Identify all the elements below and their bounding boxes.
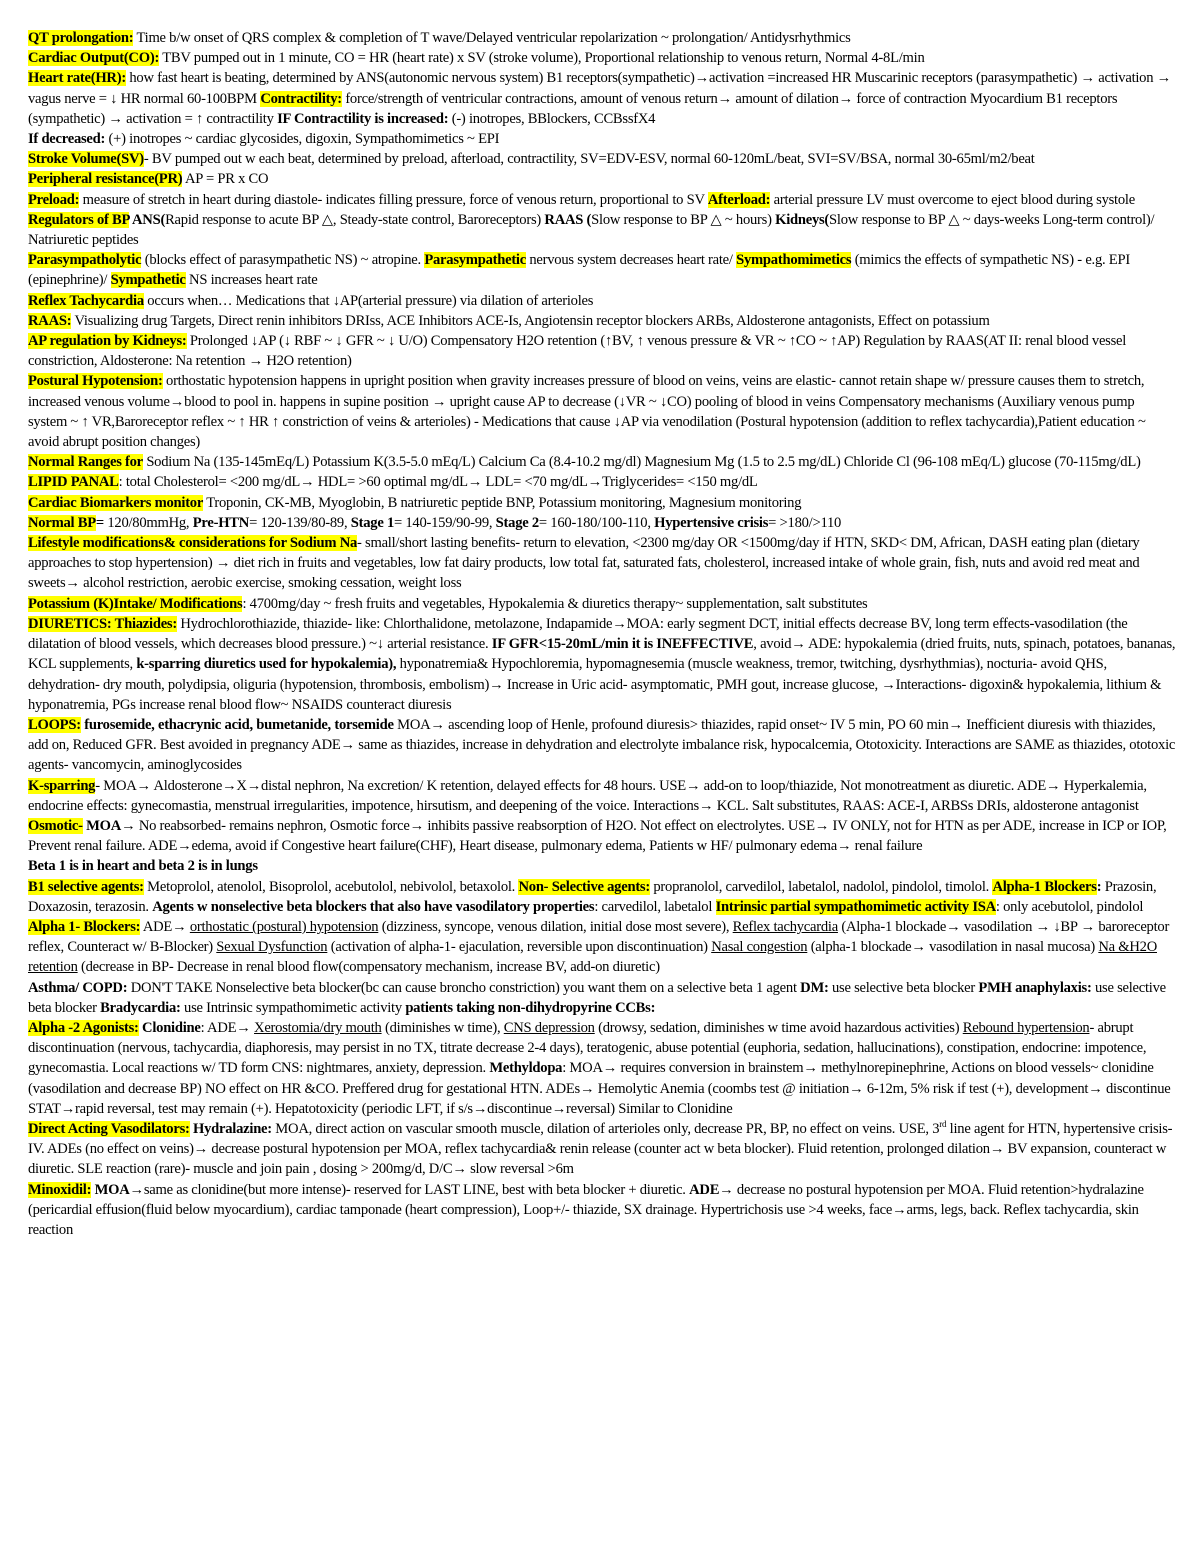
bold-term: : — [1096, 878, 1102, 895]
underlined-term: Rebound hypertension — [962, 1019, 1090, 1036]
bold-term: Stage 2 — [495, 514, 539, 531]
highlighted-term: Parasympatholytic — [28, 252, 142, 269]
note-text: TBV pumped out in 1 minute, CO = HR (heart rate) x SV (stroke volume), Proportional relationship to venous return, Normal 4-8L/min — [159, 50, 925, 67]
note-text: DON'T TAKE Nonselective beta blocker(bc can cause broncho constriction) you want them on a selective beta 1 agent — [127, 979, 801, 996]
underlined-term: Na &H2O retention — [28, 939, 1157, 976]
highlighted-term: Heart rate(HR): — [28, 70, 126, 87]
bold-term: RAAS ( — [544, 211, 592, 228]
note-text: (dizziness, syncope, venous dilation, initial dose most severe), — [378, 918, 733, 935]
note-paragraph — [28, 129, 1176, 149]
highlighted-term: LIPID PANAL — [28, 474, 119, 491]
bold-term: Methyldopa — [489, 1060, 563, 1077]
note-text: NS increases heart rate — [185, 272, 318, 289]
note-text: (decrease in BP- Decrease in renal blood flow(compensatory mechanism, increase BV, add-on diuretic) — [77, 959, 660, 976]
highlighted-term: Peripheral resistance(PR) — [28, 171, 183, 188]
note-text: →same as clonidine(but more intense)- reserved for LAST LINE, best with beta blocker + diuretic. — [129, 1181, 690, 1198]
note-paragraph — [28, 250, 1176, 290]
note-text: how fast heart is beating, determined by ANS(autonomic nervous system) B1 receptors(sympathetic)→activation =increased HR Muscarinic receptors (parasympathetic) → activation → vagus nerve = ↓ HR normal 60-100BPM — [28, 70, 1172, 107]
bold-term: ANS( — [129, 211, 166, 228]
highlighted-term: Preload: — [28, 191, 80, 208]
highlighted-term: Cardiac Biomarkers monitor — [28, 494, 204, 511]
note-text: = 160-180/100-110, — [538, 514, 655, 531]
note-text: MOA→ ascending loop of Henle, profound diuresis> thiazides, rapid onset~ IV 5 min, PO 60 min→ Inefficient diuresis with thiazides, add on, Reduced GFR. Best avoided in pregnancy ADE→ same as thiazides, increase in dehydration and electrolyte imbalance risk, hypocalcemia, Ototoxicity. Interactions are SAME as thiazides, ototoxic agents- vancomycin, aminoglycosides — [28, 716, 1176, 774]
bold-term: = — [95, 514, 104, 531]
highlighted-term: AP regulation by Kidneys: — [28, 333, 187, 350]
note-paragraph — [28, 169, 1176, 189]
note-text: occurs when… Medications that ↓AP(arterial pressure) via dilation of arterioles — [143, 292, 594, 309]
note-text: : total Cholesterol= <200 mg/dL→ HDL= >60 optimal mg/dL→ LDL= <70 mg/dL→Triglycerides= <150 mg/dL — [118, 474, 758, 491]
underlined-term: Reflex tachycardia — [732, 918, 838, 935]
bold-term: Stage 1 — [350, 514, 394, 531]
study-notes-document — [28, 28, 1176, 1240]
bold-term: IF GFR<15-20mL/min it is INEFFECTIVE — [491, 636, 754, 653]
note-text: = 120-139/80-89, — [249, 514, 351, 531]
highlighted-term: DIURETICS: Thiazides: — [28, 615, 177, 632]
highlighted-term: Alpha 1- Blockers: — [28, 918, 141, 935]
note-text: Slow response to BP △ ~ hours) — [591, 211, 776, 228]
note-paragraph — [28, 816, 1176, 856]
note-paragraph — [28, 594, 1176, 614]
note-text: : ADE→ — [200, 1019, 255, 1036]
bold-term: ADE — [689, 1181, 720, 1198]
highlighted-term: Sympathetic — [110, 272, 186, 289]
note-text: (diminishes w time), — [381, 1019, 504, 1036]
note-text: (activation of alpha-1- ejaculation, reversible upon discontinuation) — [327, 939, 712, 956]
note-paragraph — [28, 331, 1176, 371]
note-text: use selective beta blocker — [828, 979, 979, 996]
note-text: Troponin, CK-MB, Myoglobin, B natriuretic peptide BNP, Potassium monitoring, Magnesium monitoring — [203, 494, 802, 511]
note-paragraph — [28, 68, 1176, 129]
note-text: - BV pumped out w each beat, determined by preload, afterload, contractility, SV=EDV-ESV, normal 60-120mL/beat, SVI=SV/BSA, normal 30-65ml/m2/beat — [143, 151, 1035, 168]
underlined-term: orthostatic (postural) hypotension — [189, 918, 379, 935]
note-text: propranolol, carvedilol, labetalol, nadolol, pindolol, timolol. — [649, 878, 993, 895]
note-paragraph — [28, 978, 1176, 1018]
highlighted-term: Minoxidil: — [28, 1181, 92, 1198]
note-text: : 4700mg/day ~ fresh fruits and vegetables, Hypokalemia & diuretics therapy~ supplementation, salt substitutes — [242, 595, 868, 612]
note-paragraph — [28, 1119, 1176, 1180]
note-paragraph — [28, 452, 1176, 492]
note-text: (blocks effect of parasympathetic NS) ~ atropine. — [141, 252, 425, 269]
highlighted-term: Lifestyle modifications& considerations for Sodium Na — [28, 535, 358, 552]
note-paragraph — [28, 776, 1176, 816]
highlighted-term: Alpha-1 Blockers — [992, 878, 1097, 895]
note-text: use Intrinsic sympathomimetic activity — [180, 999, 406, 1016]
bold-term: k-sparring diuretics used for hypokalemia), — [136, 656, 397, 673]
highlighted-term: K-sparring — [28, 777, 96, 794]
note-text: ADE→ — [140, 918, 190, 935]
highlighted-term: Normal BP — [28, 514, 96, 531]
note-text: Rapid response to acute BP △, Steady-state control, Baroreceptors) — [165, 211, 545, 228]
note-paragraph — [28, 291, 1176, 311]
bold-term: Hypertensive crisis — [654, 514, 769, 531]
highlighted-term: Direct Acting Vasodilators: — [28, 1120, 190, 1137]
highlighted-term: Sympathomimetics — [736, 252, 852, 269]
note-text: MOA, direct action on vascular smooth muscle, dilation of arterioles only, decrease PR, BP, no effect on veins. USE, 3 — [271, 1120, 940, 1137]
note-text: Prolonged ↓AP (↓ RBF ~ ↓ GFR ~ ↓ U/O) Compensatory H2O retention (↑BV, ↑ venous pressure & VR ~ ↑CO ~ ↑AP) Regulation by RAAS(AT II: renal blood vessel constriction, Aldosterone: Na retention → H2O retention) — [28, 333, 1127, 370]
note-paragraph — [28, 856, 1176, 876]
bold-term: Bradycardia: — [100, 999, 181, 1016]
bold-term: Pre-HTN — [192, 514, 250, 531]
note-paragraph — [28, 1180, 1176, 1241]
note-text: nervous system decreases heart rate/ — [525, 252, 737, 269]
note-paragraph — [28, 311, 1176, 331]
note-text: = >180/>110 — [768, 514, 842, 531]
underlined-term: Nasal congestion — [711, 939, 808, 956]
bold-term: Beta 1 is in heart and beta 2 is in lungs — [28, 858, 258, 875]
note-paragraph — [28, 533, 1176, 594]
note-text: arterial pressure LV must overcome to eject blood during systole — [770, 191, 1135, 208]
underlined-term: Xerostomia/dry mouth — [254, 1019, 382, 1036]
note-text: Metoprolol, atenolol, Bisoprolol, acebutolol, nebivolol, betaxolol. — [143, 878, 519, 895]
bold-term: MOA — [82, 817, 122, 834]
bold-term: furosemide, ethacrynic acid, bumetanide, torsemide — [80, 716, 394, 733]
bold-term: MOA — [91, 1181, 130, 1198]
bold-term: patients taking non-dihydropyrine CCBs: — [405, 999, 656, 1016]
note-text: → decrease no postural hypotension per MOA. Fluid retention>hydralazine (pericardial effusion(fluid below myocardium), cardiac tamponade (heart compression), Loop+/- thiazide, SX drainage. Hypertrichosis use >4 weeks, face→arms, legs, back. Reflex tachycardia, skin reaction — [28, 1181, 1144, 1238]
note-text: Slow response to BP △ ~ days-weeks Long-term control)/ Natriuretic peptides — [28, 211, 1155, 249]
note-text: → No reabsorbed- remains nephron, Osmotic force→ inhibits passive reabsorption of H2O. Not effect on electrolytes. USE→ IV ONLY, not for HTN as per ADE, increase in ICP or IOP, Prevent renal failure. ADE→edema, avoid if Congestive heart failure(CHF), Heart disease, pulmonary edema, Patients w HF/ pulmonary edema→ renal failure — [28, 817, 1167, 855]
highlighted-term: Normal Ranges for — [28, 454, 143, 471]
note-text: force/strength of ventricular contractions, amount of venous return→ amount of dilation→ force of contraction Myocardium B1 receptors (sympathetic) → activation = ↑ contractility — [28, 90, 1118, 127]
highlighted-term: Postural Hypotension: — [28, 373, 163, 390]
note-text: hyponatremia& Hypochloremia, hypomagnesemia (muscle weakness, tremor, twitching, dysrhythmias), nocturia- avoid QHS, dehydration- dry mouth, polydipsia, oliguria (hypotension, thrombosis, embolism)→ Increase in Uric acid- asymptomatic, PMH gout, increase glucose, →Interactions- digoxin& hypokalemia, lithium & hyponatremia, PGs increase renal blood flow~ NSAIDS counteract diuresis — [28, 656, 1162, 713]
note-text: , avoid→ ADE: hypokalemia (dried fruits, nuts, spinach, potatoes, bananas, KCL supplements, — [28, 636, 1176, 673]
highlighted-term: Alpha -2 Agonists: — [28, 1019, 139, 1036]
underlined-term: CNS depression — [503, 1019, 595, 1036]
note-text: Hydrochlorothiazide, thiazide- like: Chlorthalidone, metolazone, Indapamide→MOA: early segment DCT, initial effects decrease BV, long term effects-vasodilation (the dilatation of blood vessels, which decreases blood pressure.) ~↓ arterial resistance. — [28, 615, 1128, 653]
note-paragraph — [28, 493, 1176, 513]
note-text: : only acebutolol, pindolol — [995, 898, 1144, 915]
note-text: Visualizing drug Targets, Direct renin inhibitors DRIss, ACE Inhibitors ACE-Is, Angiotensin receptor blockers ARBs, Aldosterone antagonists, Effect on potassium — [71, 312, 990, 329]
highlighted-term: Reflex Tachycardia — [28, 292, 144, 309]
bold-term: Clonidine — [138, 1019, 201, 1036]
note-text: Time b/w onset of QRS complex & completion of T wave/Delayed ventricular repolarization ~ prolongation/ Antidysrhythmics — [133, 30, 851, 46]
note-text: : MOA→ requires conversion in brainstem→ methylnorepinephrine, Actions on blood vessels~ clonidine (vasodilation and decrease BP) NO effect on HR &CO. Preffered drug for gestational HTN. ADEs→ Hemolytic Anemia (coombs test @ initiation→ 6-12m, 5% risk if test (+), development→ discontinue STAT→rapid reversal, test may remain (+). Hepatotoxicity (periodic LFT, if s/s→discontinue→reversal) Similar to Clonidine — [28, 1060, 1171, 1117]
highlighted-term: Stroke Volume(SV) — [28, 151, 144, 168]
note-paragraph — [28, 149, 1176, 169]
note-paragraph — [28, 28, 1176, 48]
bold-term: If decreased: — [28, 131, 106, 148]
note-text: : carvedilol, labetalol — [594, 898, 716, 915]
note-text: orthostatic hypotension happens in upright position when gravity increases pressure of blood on veins, veins are elastic- cannot retain shape w/ pressure causes them to stretch, increased venous volume→blood to pool in. happens in supine position → upright cause AP to decrease (↓VR ~ ↓CO) pooling of blood in veins Compensatory mechanisms (Auxiliary venous pump system ~ ↑ VR,Baroreceptor reflex ~ ↑ HR ↑ constriction of veins & arterioles) - Medications that cause ↓AP via venodilation (Postural hypotension (addition to reflex tachycardia),Patient education ~ avoid abrupt position changes) — [28, 373, 1146, 451]
highlighted-term: LOOPS: — [28, 716, 81, 733]
note-text: - MOA→ Aldosterone→X→distal nephron, Na excretion/ K retention, delayed effects for 48 hours. USE→ add-on to loop/thiazide, Not monotreatment as diuretic. ADE→ Hyperkalemia, endocrine effects: gynecomastia, menstrual irregularities, impotence, hirsutism, and deepening of the voice. Interactions→ KCL. Salt substitutes, RAAS: ACE-I, ARBSs DRIs, aldosterone antagonist — [28, 777, 1147, 814]
superscript: rd — [939, 1119, 947, 1130]
bold-term: Kidneys( — [775, 211, 830, 228]
underlined-term: Sexual Dysfunction — [216, 939, 328, 956]
highlighted-term: Potassium (K)Intake/ Modifications — [28, 595, 243, 612]
bold-term: Hydralazine: — [189, 1120, 272, 1137]
highlighted-term: QT prolongation: — [28, 30, 134, 46]
note-paragraph — [28, 715, 1176, 776]
bold-term: Asthma/ COPD: — [28, 979, 128, 996]
note-text: Sodium Na (135-145mEq/L) Potassium K(3.5-5.0 mEq/L) Calcium Ca (8.4-10.2 mg/dl) Magnesium Mg (1.5 to 2.5 mg/dL) Chloride Cl (96-108 mEq/L) glucose (70-115mg/dL) — [142, 454, 1141, 471]
highlighted-term: Contractility: — [260, 90, 342, 107]
note-paragraph — [28, 513, 1176, 533]
note-paragraph — [28, 371, 1176, 452]
highlighted-term: B1 selective agents: — [28, 878, 144, 895]
note-text: - abrupt discontinuation (nervous, tachycardia, diaphoresis, may persist in no TX, titrate decrease 2-4 days), teratogenic, abuse potential (euphoria, sedation, hallucinations), constipation, endocrine: impotence, gynecomastia. Local reactions w/ TD form CNS: nightmares, anxiety, depression. — [28, 1019, 1147, 1077]
note-text: = 140-159/90-99, — [394, 514, 496, 531]
note-text: measure of stretch in heart during diastole- indicates filling pressure, force of venous return, proportional to SV — [79, 191, 708, 208]
highlighted-term: Cardiac Output(CO): — [28, 50, 160, 67]
note-text: AP = PR x CO — [182, 171, 269, 188]
note-paragraph — [28, 1018, 1176, 1119]
highlighted-term: Parasympathetic — [424, 252, 526, 269]
bold-term: PMH anaphylaxis: — [978, 979, 1092, 996]
note-paragraph — [28, 917, 1176, 978]
note-paragraph — [28, 877, 1176, 917]
note-text: 120/80mmHg, — [103, 514, 193, 531]
note-paragraph — [28, 210, 1176, 250]
bold-term: DM: — [800, 979, 829, 996]
highlighted-term: Osmotic- — [28, 817, 83, 834]
note-text: - small/short lasting benefits- return to elevation, <2300 mg/day OR <1500mg/day if HTN, SKD< DM, African, DASH eating plan (dietary approaches to stop hypertension) → diet rich in fruits and vegetables, low fat dairy products, low total fat, saturated fats, cholesterol, increased intake of whole grain, fish, nuts and avoid red meat and sweets→ alcohol restriction, aerobic exercise, smoking cessation, weight loss — [28, 535, 1140, 592]
note-text: use selective beta blocker — [28, 979, 1166, 1016]
note-text: (mimics the effects of sympathetic NS) - e.g. EPI (epinephrine)/ — [28, 252, 1130, 289]
note-text: (Alpha-1 blockade→ vasodilation → ↓BP → baroreceptor reflex, Counteract w/ B-Blocker) — [28, 918, 1170, 956]
bold-term: IF Contractility is increased: — [277, 110, 449, 127]
note-text: (-) inotropes, BBlockers, CCBssfX4 — [448, 110, 656, 127]
highlighted-term: Afterload: — [707, 191, 771, 208]
note-text: line agent for HTN, hypertensive crisis- IV. ADEs (no effect on veins)→ decrease postural hypotension per MOA, reflex tachycardia& renin release (counter act w beta blocker). Fluid retention, prolonged dilation→ BV expansion, counteract w diuretic. SLE reaction (rare)- muscle and join pain , dosing > 200mg/d, D/C→ slow reversal >6m — [28, 1120, 1173, 1178]
highlighted-term: Non- Selective agents: — [518, 878, 650, 895]
note-text: (alpha-1 blockade→ vasodilation in nasal mucosa) — [807, 939, 1099, 956]
note-text: Prazosin, Doxazosin, terazosin. — [28, 878, 1157, 915]
note-paragraph — [28, 48, 1176, 68]
note-paragraph — [28, 614, 1176, 715]
highlighted-term: Intrinsic partial sympathomimetic activity ISA — [715, 898, 996, 915]
note-text: (drowsy, sedation, diminishes w time avoid hazardous activities) — [594, 1019, 963, 1036]
note-text: (+) inotropes ~ cardiac glycosides, digoxin, Sympathomimetics ~ EPI — [105, 131, 500, 148]
note-paragraph — [28, 190, 1176, 210]
bold-term: Agents w nonselective beta blockers that also have vasodilatory properties — [152, 898, 595, 915]
highlighted-term: Regulators of BP — [28, 211, 130, 228]
highlighted-term: RAAS: — [28, 312, 72, 329]
